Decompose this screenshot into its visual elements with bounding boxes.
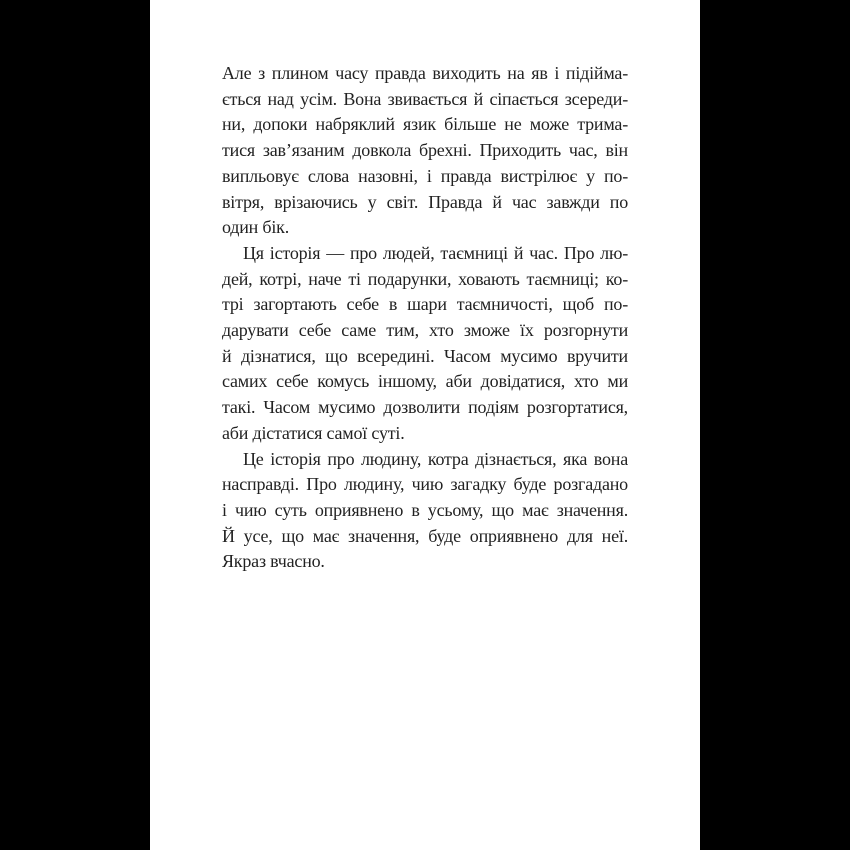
text-line: випльовує слова назовні, і правда вистрілює у по- (222, 165, 628, 186)
left-black-margin (0, 0, 150, 850)
text-line: аби дістатися самої суті. (222, 422, 405, 443)
right-black-margin (700, 0, 850, 850)
text-line: самих себе комусь іншому, аби довідатися, хто ми (222, 371, 628, 392)
text-line: тися зав’язаним довкола брехні. Приходить час, він (222, 140, 628, 161)
text-line: Це історія про людину, котра дізнається, яка вона (243, 448, 628, 469)
paragraph (222, 447, 628, 576)
text-line: ється над усім. Вона звивається й сіпається зсереди- (222, 88, 628, 109)
text-line: дей, котрі, наче ті подарунки, ховають таємниці; ко- (222, 268, 628, 289)
text-line: й дізнатися, що всередині. Часом мусимо вручити (222, 345, 628, 366)
page-text-block (222, 61, 628, 575)
text-line: Й усе, що має значення, буде оприявнено для неї. (222, 525, 628, 546)
text-line: Але з плином часу правда виходить на яв і підійма- (222, 63, 628, 83)
text-line: ни, допоки набряклий язик більше не може трима- (222, 114, 628, 135)
text-line: дарувати себе саме тим, хто зможе їх розгорнути (222, 320, 628, 341)
text-line: Якраз вчасно. (222, 551, 325, 572)
paragraph (222, 61, 628, 241)
text-line: вітря, врізаючись у світ. Правда й час завжди по (222, 191, 628, 212)
text-line: Ця історія — про людей, таємниці й час. Про лю- (243, 242, 628, 263)
text-line: один бік. (222, 217, 290, 238)
text-line: такі. Часом мусимо дозволити подіям розгортатися, (222, 397, 628, 418)
paragraph (222, 241, 628, 447)
text-line: насправді. Про людину, чию загадку буде розгадано (222, 474, 628, 495)
text-line: трі загортають себе в шари таємничості, щоб по- (222, 294, 628, 315)
book-page (150, 0, 700, 850)
text-line: і чию суть оприявнено в усьому, що має значення. (222, 499, 628, 520)
